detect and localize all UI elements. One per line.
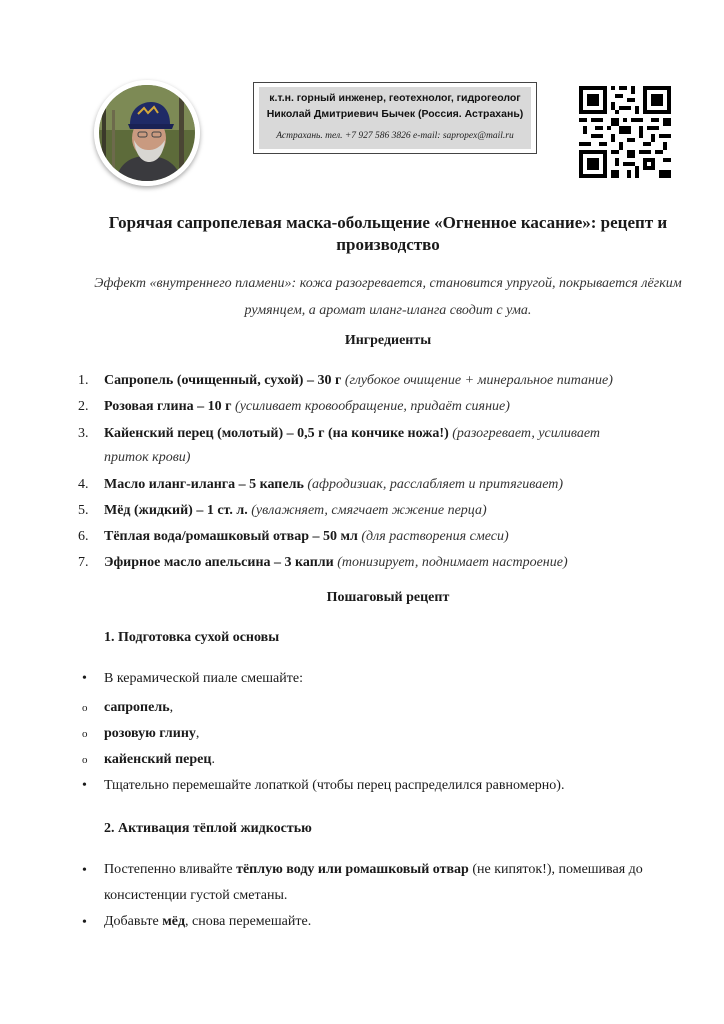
ingredient-name: Масло иланг-иланга – 5 капель: [104, 477, 304, 492]
ingredient-name: Сапропель (очищенный, сухой) – 30 г: [104, 373, 342, 388]
bullet-dot: •: [82, 671, 87, 686]
step1-item: [104, 695, 684, 721]
ingredient-name: Эфирное масло апельсина – 3 капли: [104, 555, 334, 570]
ingredient-item: [104, 525, 684, 549]
ingredient-note: (глубокое очищение + минеральное питание): [344, 373, 613, 388]
ingredient-note: (увлажняет, смягчает жжение перца): [251, 503, 487, 518]
ingredient-item: [104, 422, 644, 470]
ingredients-heading: Ингредиенты: [344, 333, 432, 348]
ingredient-number: 3.: [78, 426, 89, 441]
ingredient-number: 7.: [78, 555, 89, 570]
step2-bullet-1: [104, 857, 676, 909]
step2-b1-bold: тёплую воду или ромашковый отвар: [236, 862, 469, 877]
author-contacts: Астрахань. тел. +7 927 586 3826 e-mail: sapropex@mail.ru: [276, 131, 514, 141]
step1-item-bold: розовую глину: [104, 726, 196, 741]
step1-item-tail: .: [211, 752, 215, 767]
ingredient-item: [104, 551, 684, 575]
ingredient-note: (разогревает, усиливает приток крови): [104, 426, 600, 465]
ingredient-number: 1.: [78, 373, 89, 388]
step1-item-bold: сапропель: [104, 700, 170, 715]
author-photo: [94, 80, 200, 186]
step2-bullet-2: [104, 909, 684, 935]
step1-item: [104, 721, 684, 747]
step2-b2-pre: Добавьте: [104, 914, 163, 929]
ingredient-name: Розовая глина – 10 г: [104, 399, 232, 414]
bullet-dot: •: [82, 863, 87, 878]
step1-item-tail: ,: [195, 726, 200, 741]
ingredient-name: Тёплая вода/ромашковый отвар – 50 мл: [104, 529, 358, 544]
ingredient-name: Кайенский перец (молотый) – 0,5 г (на кончике ножа!): [104, 426, 449, 441]
step2-b1-post: (не кипяток!), помешивая до консистенции густой сметаны.: [104, 862, 643, 903]
author-name: Николай Дмитриевич Бычек (Россия. Астрахань): [266, 108, 524, 120]
author-header-box: [253, 82, 537, 154]
step2-b2-bold: мёд: [162, 914, 186, 929]
ingredient-note: (тонизирует, поднимает настроение): [337, 555, 568, 570]
step1-item-bold: кайенский перец: [104, 752, 212, 767]
ingredient-item: [104, 473, 684, 497]
bullet-dot: •: [82, 915, 87, 930]
recipe-heading: Пошаговый рецепт: [326, 590, 450, 605]
sub-bullet-circle: o: [82, 754, 88, 766]
sub-bullet-circle: o: [82, 702, 88, 714]
step1-intro: В керамической пиале смешайте:: [104, 671, 303, 686]
ingredient-note: (для растворения смеси): [361, 529, 509, 544]
step2-heading: 2. Активация тёплой жидкостью: [104, 821, 312, 836]
step2-b1-pre: Постепенно вливайте: [104, 862, 237, 877]
page-title: Горячая сапропелевая маска-обольщение «Огненное касание»: рецепт и производство: [108, 213, 668, 254]
bullet-dot: •: [82, 778, 87, 793]
ingredient-note: (усиливает кровообращение, придаёт сияние): [235, 399, 510, 414]
ingredient-item: [104, 499, 684, 523]
ingredient-note: (афродизиак, расслабляет и притягивает): [307, 477, 564, 492]
lead-paragraph: Эффект «внутреннего пламени»: кожа разогревается, становится упругой, покрывается лёгким румянцем, а аромат иланг-иланга сводит с ума.: [94, 276, 682, 318]
ingredient-item: [104, 395, 684, 419]
ingredient-item: [104, 369, 684, 393]
ingredient-number: 2.: [78, 399, 89, 414]
sub-bullet-circle: o: [82, 728, 88, 740]
ingredient-name: Мёд (жидкий) – 1 ст. л.: [104, 503, 248, 518]
step2-b2-post: , снова перемешайте.: [185, 914, 312, 929]
ingredient-number: 5.: [78, 503, 89, 518]
ingredient-number: 4.: [78, 477, 89, 492]
step1-outro: Тщательно перемешайте лопаткой (чтобы перец распределился равномерно).: [104, 778, 565, 793]
author-header-shade: [259, 87, 531, 149]
step1-item: [104, 747, 684, 773]
ingredient-number: 6.: [78, 529, 89, 544]
step1-heading: 1. Подготовка сухой основы: [104, 630, 280, 645]
step1-item-tail: ,: [169, 700, 174, 715]
author-credentials: к.т.н. горный инженер, геотехнолог, гидрогеолог: [269, 92, 521, 104]
qr-code: [579, 86, 671, 183]
